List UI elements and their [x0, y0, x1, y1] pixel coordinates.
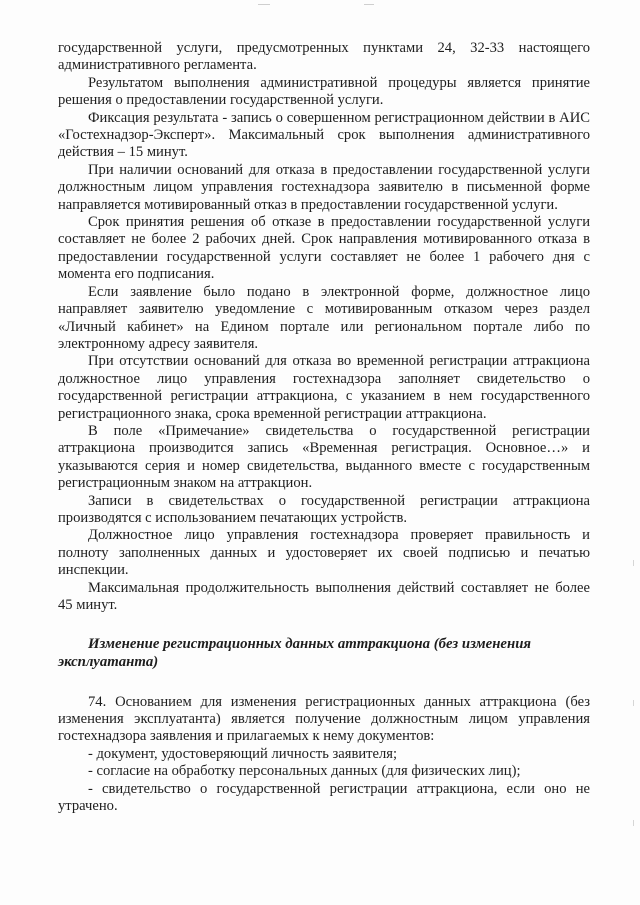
paragraph-max-duration: Максимальная продолжительность выполнения действий составляет не более 45 минут. — [58, 579, 590, 613]
scan-artifact — [633, 560, 634, 566]
paragraph-refusal-grounds: При наличии оснований для отказа в предоставлении государственной услуги должностным лицом управления гостехнадзора заявителю в письменной форме направляется мотивированный отказ в предоставлении государственной услуги. — [58, 161, 590, 213]
paragraph-continuation: государственной услуги, предусмотренных пунктами 24, 32-33 настоящего административного регламента. — [58, 40, 590, 74]
list-item: - документ, удостоверяющий личность заявителя; — [88, 745, 398, 762]
list-item: - свидетельство о государственной регистрации аттракциона, если оно не утрачено. — [58, 780, 590, 815]
scan-artifact — [633, 820, 634, 826]
paragraph-74: 74. Основанием для изменения регистрационных данных аттракциона (без изменения эксплуатанта) является получение должностным лицом управления гостехнадзора заявления и прилагаемых к нему документов: — [58, 693, 590, 745]
paragraph-result: Результатом выполнения административной процедуры является принятие решения о предоставлении государственной услуги. — [58, 74, 590, 109]
paragraph-printing-devices: Записи в свидетельствах о государственной регистрации аттракциона производятся с использованием печатающих устройств. — [58, 492, 590, 526]
section-heading: Изменение регистрационных данных аттракциона (без изменения эксплуатанта) — [58, 636, 532, 670]
scan-artifact — [633, 700, 634, 706]
paragraph-temporary-registration: При отсутствии оснований для отказа во временной регистрации аттракциона должностное лицо управления гостехнадзора заполняет свидетельство о государственной регистрации аттракциона, с указанием в нем государственного регистрационного знака, срока временной регистрации аттракциона. — [58, 353, 590, 422]
paragraph-note-field: В поле «Примечание» свидетельства о государственной регистрации аттракциона производится запись «Временная регистрация. Основное…» и указываются серия и номер свидетельства, выданного вместе с государственным регистрационным знаком на аттракцион. — [58, 422, 590, 492]
paragraph-verification: Должностное лицо управления гостехнадзора проверяет правильность и полноту заполненных данных и удостоверяет их своей подписью и печатью инспекции. — [58, 527, 590, 579]
list-item: - согласие на обработку персональных данных (для физических лиц); — [88, 763, 521, 780]
paragraph-fixation: Фиксация результата - запись о совершенном регистрационном действии в АИС «Гостехнадзор-Эксперт». Максимальный срок выполнения административного действия – 15 минут. — [58, 109, 590, 161]
scan-artifact — [364, 4, 374, 5]
paragraph-refusal-term: Срок принятия решения об отказе в предоставлении государственной услуги составляет не более 2 рабочих дней. Срок направления мотивированного отказа в предоставлении государственной услуги составляет не более 1 рабочего дня с момента его подписания. — [58, 214, 590, 283]
paragraph-electronic-notice: Если заявление было подано в электронной форме, должностное лицо направляет заявителю уведомление с мотивированным отказом через раздел «Личный кабинет» на Едином портале или региональном портале либо по электронному адресу заявителя. — [58, 283, 590, 352]
scan-artifact — [258, 4, 270, 5]
